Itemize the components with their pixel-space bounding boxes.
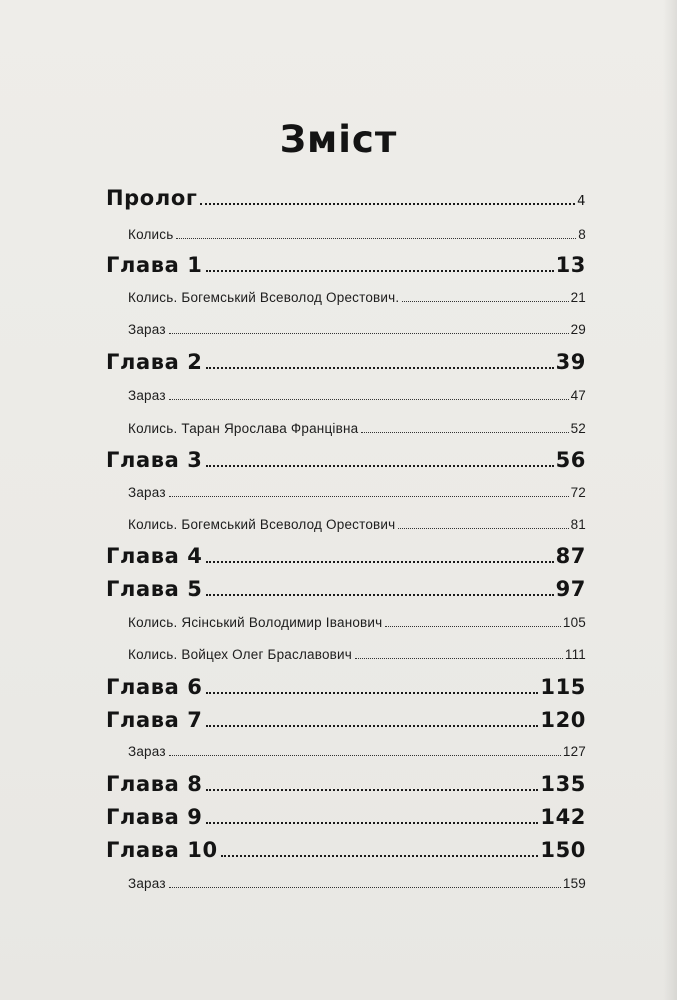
dot-leader — [169, 876, 561, 891]
dot-leader — [221, 838, 539, 862]
toc-page-number: 97 — [555, 577, 586, 601]
dot-leader — [169, 744, 561, 759]
toc-entry-label: Зараз — [128, 744, 166, 759]
toc-entry-label: Глава 7 — [106, 708, 203, 732]
toc-entry-sub[interactable] — [128, 876, 586, 891]
toc-entry-label: Зараз — [128, 876, 166, 891]
toc-entry-label: Глава 6 — [106, 675, 203, 699]
toc-entry-label: Колись — [128, 227, 174, 242]
toc-page-number: 72 — [570, 485, 586, 500]
dot-leader — [206, 805, 539, 829]
toc-entry-sub[interactable] — [128, 485, 586, 500]
toc-entry-label: Глава 8 — [106, 772, 203, 796]
toc-entry-chapter[interactable] — [106, 708, 586, 732]
toc-page-number: 13 — [555, 253, 586, 277]
dot-leader — [206, 675, 539, 699]
toc-entry-label: Глава 10 — [106, 838, 218, 862]
toc-entry-label: Колись. Богемський Всеволод Орестович. — [128, 290, 400, 305]
dot-leader — [402, 290, 568, 305]
toc-page-number: 120 — [540, 708, 586, 732]
dot-leader — [176, 227, 576, 242]
toc-page-number: 127 — [562, 744, 586, 759]
toc-page-number: 52 — [570, 421, 586, 436]
toc-entry-chapter[interactable] — [106, 350, 586, 374]
toc-entry-sub[interactable] — [128, 615, 586, 630]
toc-entry-chapter[interactable] — [106, 805, 586, 829]
toc-entry-sub[interactable] — [128, 517, 586, 532]
toc-entry-label: Глава 2 — [106, 350, 203, 374]
toc-entry-label: Пролог — [106, 186, 198, 210]
dot-leader — [169, 388, 569, 403]
dot-leader — [206, 253, 554, 277]
toc-entry-label: Глава 1 — [106, 253, 203, 277]
contents-title: Зміст — [279, 118, 398, 161]
toc-entry-chapter[interactable] — [106, 577, 586, 601]
toc-entry-chapter[interactable] — [106, 772, 586, 796]
dot-leader — [206, 577, 554, 601]
toc-entry-sub[interactable] — [128, 744, 586, 759]
toc-page-number: 81 — [570, 517, 586, 532]
dot-leader — [385, 615, 560, 630]
dot-leader — [355, 647, 563, 662]
toc-page-number: 39 — [555, 350, 586, 374]
dot-leader — [169, 322, 569, 337]
toc-entry-chapter[interactable] — [106, 544, 586, 568]
toc-entry-label: Колись. Богемський Всеволод Орестович — [128, 517, 396, 532]
toc-entry-prologue[interactable] — [106, 186, 586, 210]
toc-entry-sub[interactable] — [128, 227, 586, 242]
toc-entry-label: Глава 4 — [106, 544, 203, 568]
toc-entry-label: Зараз — [128, 322, 166, 337]
toc-entry-chapter[interactable] — [106, 838, 586, 862]
dot-leader — [206, 350, 554, 374]
dot-leader — [200, 186, 575, 210]
toc-page-number: 87 — [555, 544, 586, 568]
toc-entry-sub[interactable] — [128, 421, 586, 436]
toc-page-number: 111 — [564, 647, 586, 662]
toc-page-number: 115 — [540, 675, 586, 699]
toc-entry-chapter[interactable] — [106, 253, 586, 277]
toc-entry-sub[interactable] — [128, 290, 586, 305]
dot-leader — [361, 421, 568, 436]
toc-page-number: 142 — [540, 805, 586, 829]
toc-entry-sub[interactable] — [128, 388, 586, 403]
toc-entry-label: Колись. Войцех Олег Браславович — [128, 647, 353, 662]
toc-page-number: 150 — [540, 838, 586, 862]
dot-leader — [206, 448, 554, 472]
toc-page-number: 105 — [562, 615, 586, 630]
toc-page-number: 8 — [578, 227, 586, 242]
toc-entry-label: Глава 3 — [106, 448, 203, 472]
toc-page-number: 4 — [577, 194, 586, 209]
toc-entry-label: Глава 5 — [106, 577, 203, 601]
dot-leader — [169, 485, 569, 500]
dot-leader — [398, 517, 568, 532]
dot-leader — [206, 544, 554, 568]
dot-leader — [206, 708, 539, 732]
toc-entry-label: Колись. Таран Ярослава Францівна — [128, 421, 359, 436]
toc-entry-label: Зараз — [128, 388, 166, 403]
toc-entry-sub[interactable] — [128, 647, 586, 662]
toc-entry-chapter[interactable] — [106, 675, 586, 699]
toc-entry-label: Зараз — [128, 485, 166, 500]
toc-page-number: 47 — [570, 388, 586, 403]
toc-entry-label: Колись. Ясінський Володимир Іванович — [128, 615, 383, 630]
toc-page-number: 21 — [570, 290, 586, 305]
toc-entry-sub[interactable] — [128, 322, 586, 337]
toc-page-number: 135 — [540, 772, 586, 796]
toc-page-number: 29 — [570, 322, 586, 337]
toc-entry-chapter[interactable] — [106, 448, 586, 472]
toc-entry-label: Глава 9 — [106, 805, 203, 829]
toc-page-number: 56 — [555, 448, 586, 472]
toc-page-number: 159 — [562, 876, 586, 891]
dot-leader — [206, 772, 539, 796]
